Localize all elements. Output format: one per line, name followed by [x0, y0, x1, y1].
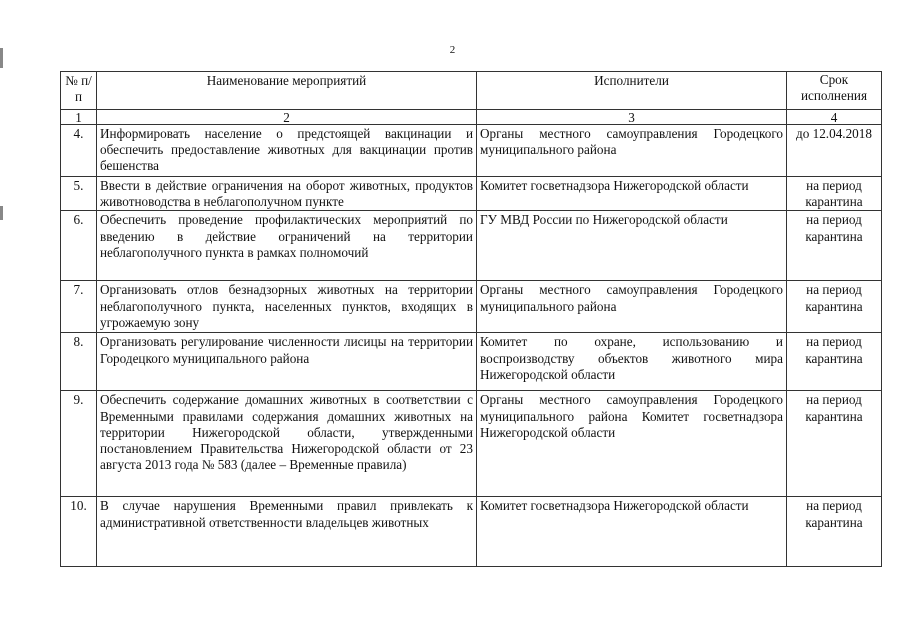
row-number: 4.	[61, 125, 97, 177]
table-row	[61, 211, 882, 281]
term: до 12.04.2018	[787, 125, 882, 177]
term: на период карантина	[787, 391, 882, 497]
term: на период карантина	[787, 211, 882, 281]
activity-name: Информировать население о предстоящей вакцинации и обеспечить предоставление животных для вакцинации против бешенства	[97, 125, 477, 177]
activity-name: Организовать отлов безнадзорных животных на территории неблагополучного пункта, населенных пунктов, входящих в угрожаемую зону	[97, 281, 477, 333]
header-num: № п/п	[61, 72, 97, 110]
page-number: 2	[449, 44, 456, 56]
row-number: 9.	[61, 391, 97, 497]
activity-name: В случае нарушения Временными правил привлекать к административной ответственности владельцев животных	[97, 497, 477, 567]
executors: Комитет по охране, использованию и воспроизводству объектов животного мира Нижегородской области	[477, 333, 787, 391]
activity-name: Обеспечить содержание домашних животных в соответствии с Временными правилами содержания домашних животных на территории Нижегородской области, утвержденными постановлением Правительства Нижегородской области от 23 августа 2013 года № 583 (далее – Временные правила)	[97, 391, 477, 497]
executors: Органы местного самоуправления Городецкого муниципального района	[477, 281, 787, 333]
table-row	[61, 391, 882, 497]
executors: Органы местного самоуправления Городецкого муниципального района	[477, 125, 787, 177]
table-header-row	[61, 72, 882, 110]
row-number: 5.	[61, 177, 97, 211]
activity-name: Обеспечить проведение профилактических мероприятий по введению в действие ограничений на территории неблагополучного пункта в рамках полномочий	[97, 211, 477, 281]
executors: Комитет госветнадзора Нижегородской области	[477, 177, 787, 211]
executors: Органы местного самоуправления Городецкого муниципального района Комитет госветнадзора Нижегородской области	[477, 391, 787, 497]
term: на период карантина	[787, 497, 882, 567]
header-name: Наименование мероприятий	[97, 72, 477, 110]
term: на период карантина	[787, 281, 882, 333]
column-number: 2	[97, 110, 477, 125]
table-row	[61, 281, 882, 333]
term: на период карантина	[787, 177, 882, 211]
executors: ГУ МВД России по Нижегородской области	[477, 211, 787, 281]
table-row	[61, 333, 882, 391]
activity-name: Ввести в действие ограничения на оборот животных, продуктов животноводства в неблагополучном пункте	[97, 177, 477, 211]
activities-table	[60, 71, 882, 567]
table-row	[61, 125, 882, 177]
header-executors: Исполнители	[477, 72, 787, 110]
header-term: Срок исполнения	[787, 72, 882, 110]
column-number: 1	[61, 110, 97, 125]
column-numbers-row	[61, 110, 882, 125]
executors: Комитет госветнадзора Нижегородской области	[477, 497, 787, 567]
column-number: 4	[787, 110, 882, 125]
row-number: 10.	[61, 497, 97, 567]
term: на период карантина	[787, 333, 882, 391]
column-number: 3	[477, 110, 787, 125]
table-row	[61, 177, 882, 211]
row-number: 6.	[61, 211, 97, 281]
activity-name: Организовать регулирование численности лисицы на территории Городецкого муниципального района	[97, 333, 477, 391]
row-number: 7.	[61, 281, 97, 333]
scan-edge-mark	[0, 206, 3, 220]
table-row	[61, 497, 882, 567]
row-number: 8.	[61, 333, 97, 391]
